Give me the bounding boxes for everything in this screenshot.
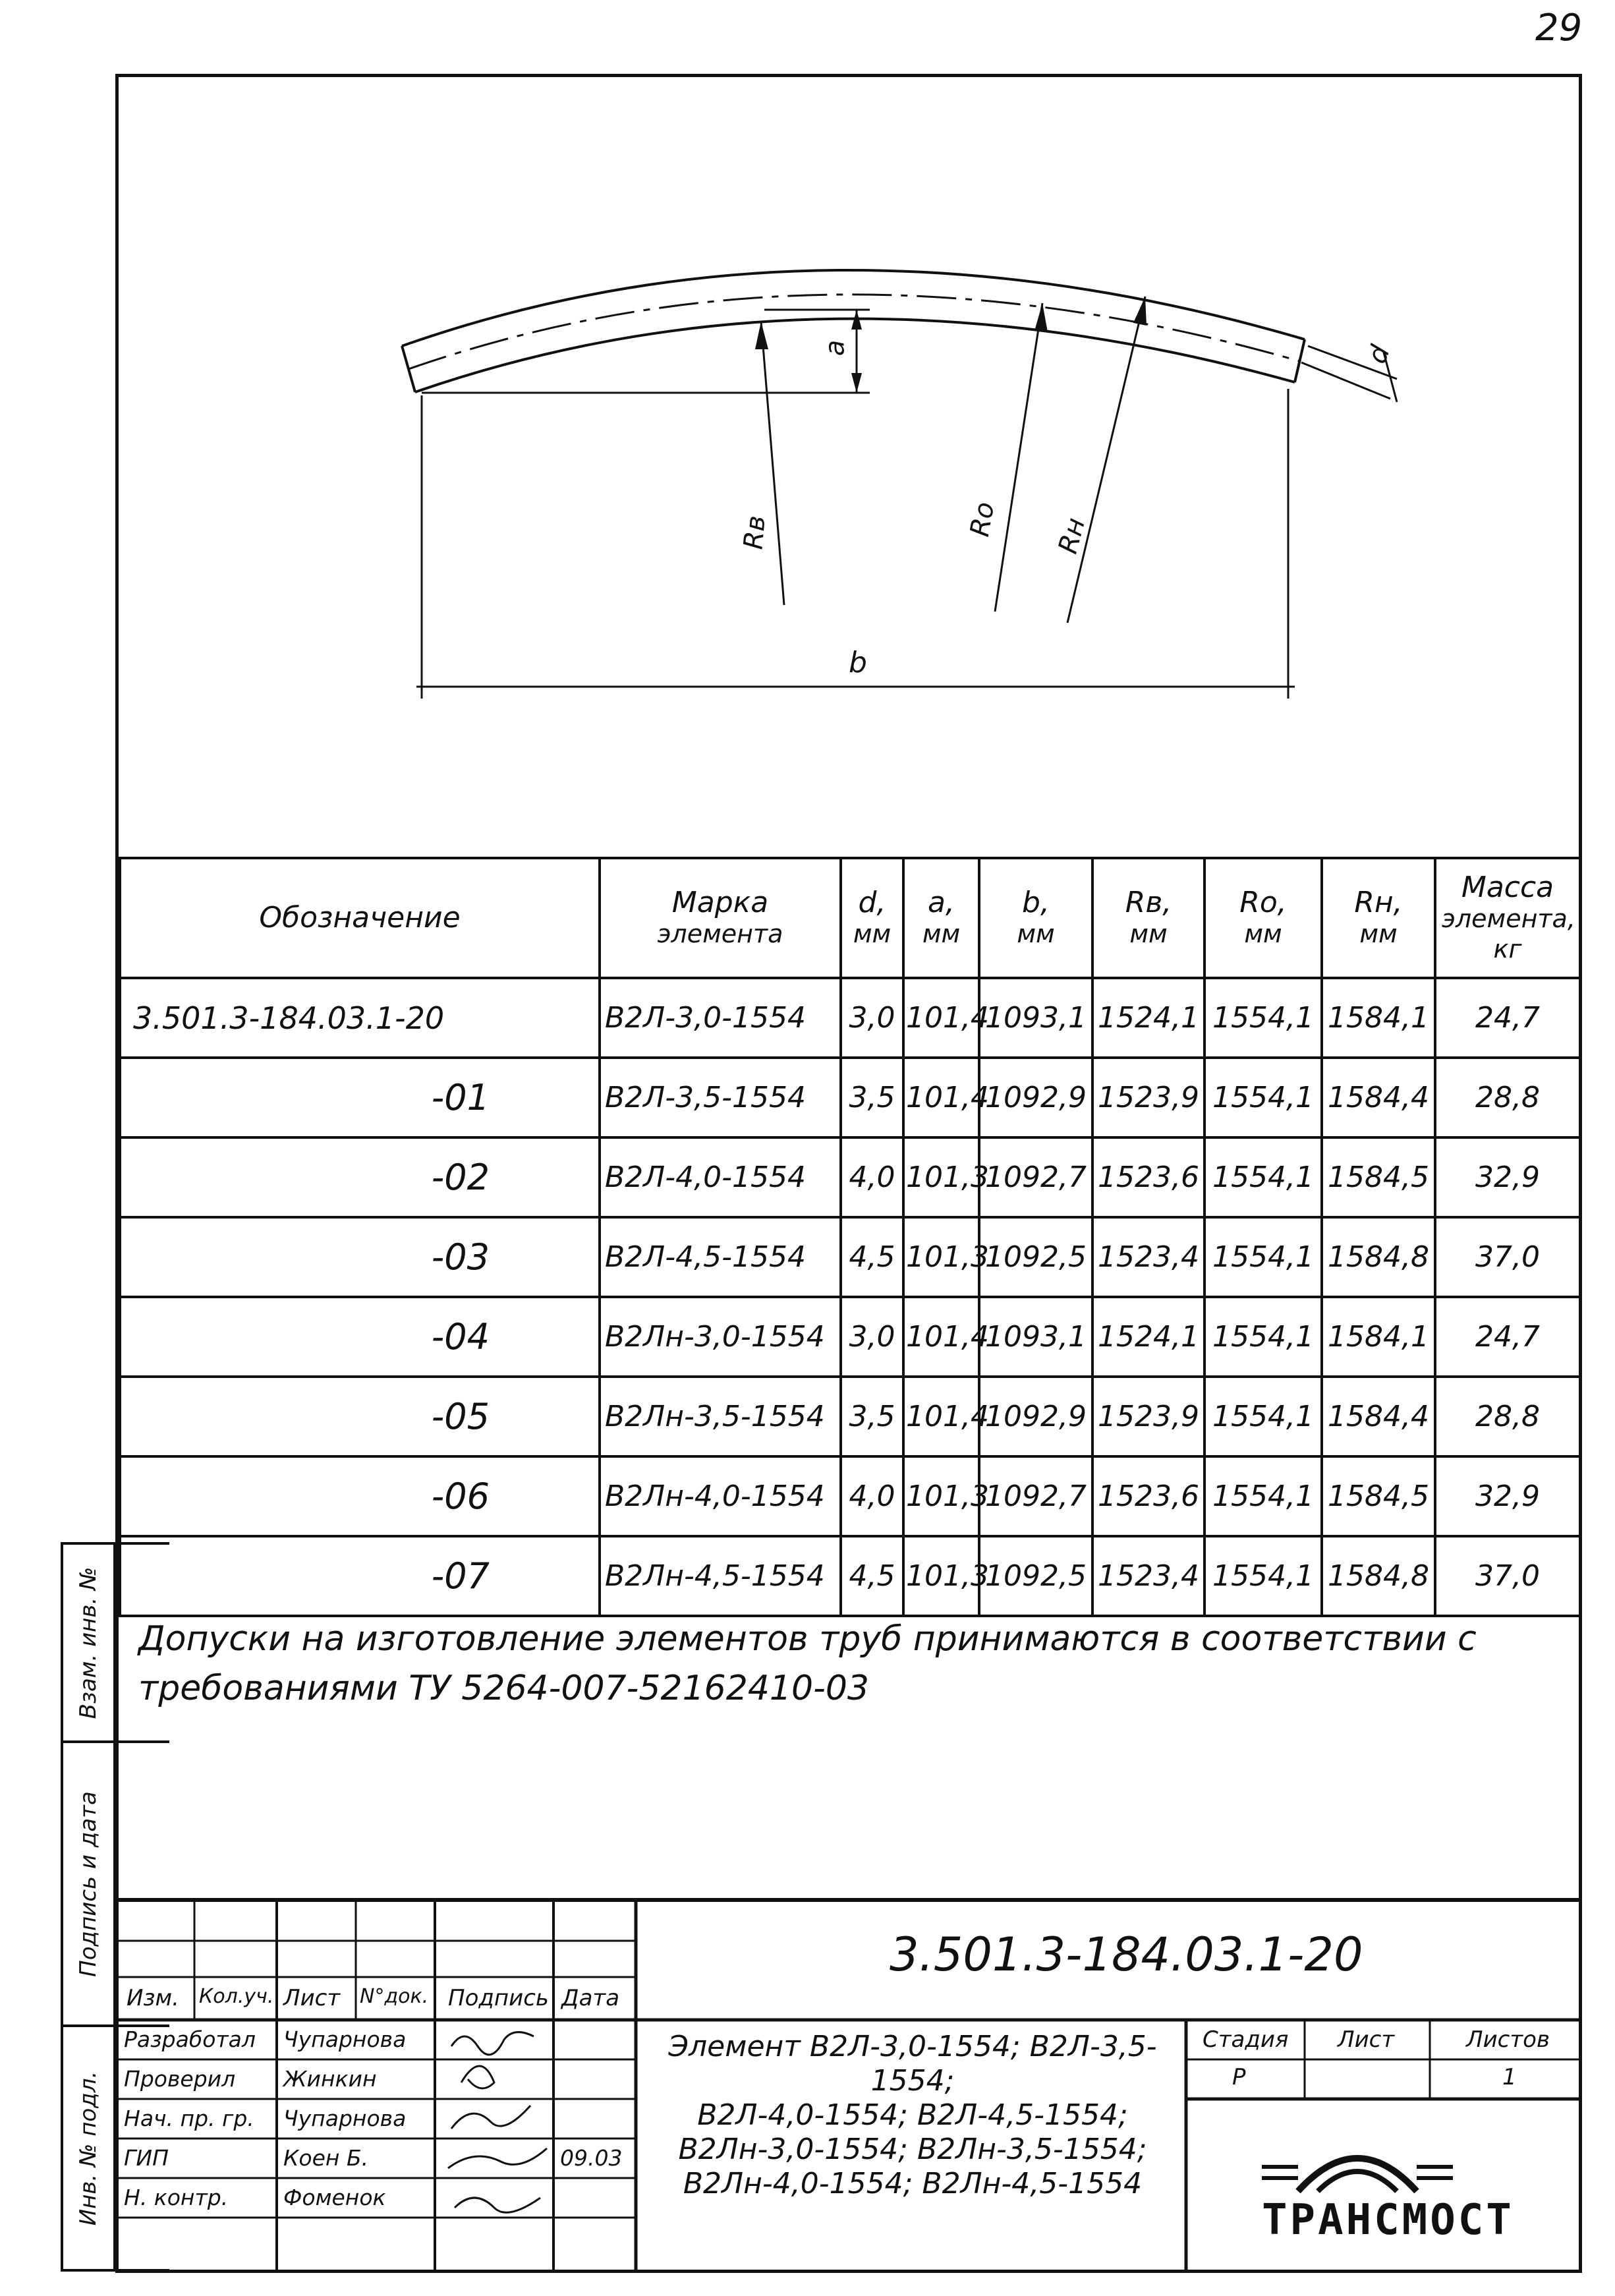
role-name: Фоменок — [283, 2185, 386, 2210]
cell-rv: 1524,1 — [1092, 1297, 1204, 1377]
cell-d: 3,0 — [841, 1297, 903, 1377]
table-row — [120, 1297, 1580, 1377]
cell-mass: 32,9 — [1435, 1137, 1580, 1217]
role-name: Чупарнова — [283, 2106, 407, 2131]
cell-mark: В2Л-4,5-1554 — [600, 1217, 841, 1297]
cell-rn: 1584,4 — [1322, 1377, 1435, 1456]
radius-center-label: Rо — [964, 500, 1001, 539]
header-mass: Масса элемента, кг — [1435, 858, 1580, 978]
note-line-1: Допуски на изготовление элементов труб принимаются в соответствии с — [138, 1619, 1477, 1659]
outer-arc — [402, 270, 1305, 346]
header-designation: Обозначение — [120, 858, 600, 978]
cell-mass: 37,0 — [1435, 1536, 1580, 1616]
cell-rv: 1523,6 — [1092, 1456, 1204, 1536]
cell-rn: 1584,8 — [1322, 1217, 1435, 1297]
table-row — [120, 978, 1580, 1058]
side-cell-inv: Инв. № подл. — [61, 2024, 113, 2272]
title-block — [119, 1898, 1579, 2270]
side-cell-vzam-value — [113, 1542, 169, 1743]
cell-mark: В2Лн-3,5-1554 — [600, 1377, 841, 1456]
cell-rn: 1584,5 — [1322, 1137, 1435, 1217]
cell-mark: В2Лн-3,0-1554 — [600, 1297, 841, 1377]
table-row — [120, 1456, 1580, 1536]
stage-label: Стадия — [1203, 2026, 1289, 2053]
cell-rv: 1524,1 — [1092, 978, 1204, 1058]
header-rn: Rн, мм — [1322, 858, 1435, 978]
doc-title — [639, 2030, 1186, 2201]
cell-ro: 1554,1 — [1204, 1137, 1322, 1217]
cell-ro: 1554,1 — [1204, 1536, 1322, 1616]
stage-value: Р — [1232, 2064, 1246, 2090]
sheets-label: Листов — [1466, 2026, 1550, 2053]
dim-b-label: b — [849, 646, 867, 679]
cell-designation: -01 — [120, 1058, 600, 1137]
cell-d: 4,0 — [841, 1456, 903, 1536]
cell-ro: 1554,1 — [1204, 1377, 1322, 1456]
radius-inner-label: Rв — [738, 514, 772, 551]
cell-mass: 24,7 — [1435, 978, 1580, 1058]
cell-a: 101,3 — [903, 1137, 979, 1217]
cell-d: 3,0 — [841, 978, 903, 1058]
title-line: В2Л-4,0-1554; В2Л-4,5-1554; — [697, 2098, 1128, 2132]
title-line: Элемент В2Л-3,0-1554; В2Л-3,5-1554; — [668, 2030, 1157, 2098]
cell-b: 1092,9 — [979, 1058, 1092, 1137]
cell-ro: 1554,1 — [1204, 1297, 1322, 1377]
header-ro: Rо, мм — [1204, 858, 1322, 978]
cell-a: 101,3 — [903, 1456, 979, 1536]
role-name: Жинкин — [283, 2066, 377, 2092]
header-d: d, мм — [841, 858, 903, 978]
cell-b: 1092,5 — [979, 1536, 1092, 1616]
role-label: Разработал — [124, 2026, 256, 2052]
cell-a: 101,4 — [903, 1377, 979, 1456]
cell-rn: 1584,1 — [1322, 1297, 1435, 1377]
cell-mark: В2Лн-4,5-1554 — [600, 1536, 841, 1616]
cell-designation: -03 — [120, 1217, 600, 1297]
cell-ro: 1554,1 — [1204, 1058, 1322, 1137]
role-name: Чупарнова — [283, 2026, 407, 2052]
cell-designation: -02 — [120, 1137, 600, 1217]
role-label: Проверил — [124, 2066, 236, 2092]
role-label: ГИП — [124, 2145, 169, 2171]
role-label: Нач. пр. гр. — [124, 2106, 254, 2131]
cell-mass: 37,0 — [1435, 1217, 1580, 1297]
cell-rv: 1523,9 — [1092, 1377, 1204, 1456]
header-mark: Марка элемента — [600, 858, 841, 978]
cell-mark: В2Лн-4,0-1554 — [600, 1456, 841, 1536]
cell-a: 101,3 — [903, 1536, 979, 1616]
cell-a: 101,4 — [903, 978, 979, 1058]
page-number: 29 — [1535, 7, 1583, 49]
cell-d: 3,5 — [841, 1058, 903, 1137]
cell-rv: 1523,6 — [1092, 1137, 1204, 1217]
cell-b: 1092,7 — [979, 1456, 1092, 1536]
dim-d-label: d — [1361, 341, 1396, 368]
cell-designation: -05 — [120, 1377, 600, 1456]
doc-code: 3.501.3-184.03.1-20 — [890, 1928, 1363, 1982]
role-label: Н. контр. — [124, 2185, 229, 2210]
elements-table — [119, 857, 1581, 1617]
role-name: Коен Б. — [283, 2145, 369, 2171]
table-header-row — [120, 858, 1580, 978]
cell-d: 4,0 — [841, 1137, 903, 1217]
cell-mass: 32,9 — [1435, 1456, 1580, 1536]
hdr-podpis: Подпись — [448, 1985, 549, 2011]
header-b: b, мм — [979, 858, 1092, 978]
cell-rn: 1584,4 — [1322, 1058, 1435, 1137]
cell-rn: 1584,8 — [1322, 1536, 1435, 1616]
cell-rv: 1523,4 — [1092, 1536, 1204, 1616]
cell-rn: 1584,1 — [1322, 978, 1435, 1058]
table-row — [120, 1536, 1580, 1616]
cell-designation: -07 — [120, 1536, 600, 1616]
cell-b: 1093,1 — [979, 978, 1092, 1058]
cell-mass: 24,7 — [1435, 1297, 1580, 1377]
side-cell-vzam: Взам. инв. № — [61, 1542, 113, 1743]
title-line: В2Лн-4,0-1554; В2Лн-4,5-1554 — [683, 2166, 1143, 2200]
cell-designation: -06 — [120, 1456, 600, 1536]
cell-a: 101,4 — [903, 1297, 979, 1377]
cell-ro: 1554,1 — [1204, 1456, 1322, 1536]
note-line-2: требованиями ТУ 5264-007-52162410-03 — [138, 1669, 870, 1709]
cell-b: 1092,7 — [979, 1137, 1092, 1217]
hdr-data: Дата — [561, 1985, 620, 2011]
cell-d: 4,5 — [841, 1217, 903, 1297]
element-drawing — [0, 0, 1615, 857]
cell-a: 101,4 — [903, 1058, 979, 1137]
cell-d: 4,5 — [841, 1536, 903, 1616]
cell-d: 3,5 — [841, 1377, 903, 1456]
cell-rn: 1584,5 — [1322, 1456, 1435, 1536]
cell-b: 1092,9 — [979, 1377, 1092, 1456]
hdr-ndok: N°док. — [360, 1985, 429, 2008]
cell-mass: 28,8 — [1435, 1058, 1580, 1137]
cell-a: 101,3 — [903, 1217, 979, 1297]
side-cell-podpis: Подпись и дата — [61, 1740, 113, 2027]
cell-ro: 1554,1 — [1204, 978, 1322, 1058]
title-line: В2Лн-3,0-1554; В2Лн-3,5-1554; — [678, 2132, 1147, 2166]
radius-outer-label: Rн — [1052, 514, 1092, 558]
cell-ro: 1554,1 — [1204, 1217, 1322, 1297]
cell-b: 1093,1 — [979, 1297, 1092, 1377]
cell-rv: 1523,4 — [1092, 1217, 1204, 1297]
cell-mark: В2Л-3,5-1554 — [600, 1058, 841, 1137]
sheet-label: Лист — [1338, 2026, 1395, 2053]
tolerance-note — [138, 1615, 1555, 1714]
sheets-value: 1 — [1502, 2064, 1517, 2090]
cell-designation: -04 — [120, 1297, 600, 1377]
header-a: a, мм — [903, 858, 979, 978]
side-stamp — [61, 1542, 113, 2272]
hdr-list: Лист — [283, 1985, 341, 2011]
company-logo: ТРАНСМОСТ — [1262, 2196, 1514, 2245]
table-row — [120, 1137, 1580, 1217]
hdr-izm: Изм. — [127, 1985, 179, 2011]
role-date: 09.03 — [560, 2145, 623, 2171]
table-row — [120, 1217, 1580, 1297]
cell-rv: 1523,9 — [1092, 1058, 1204, 1137]
header-rv: Rв, мм — [1092, 858, 1204, 978]
cell-mark: В2Л-4,0-1554 — [600, 1137, 841, 1217]
table-row — [120, 1377, 1580, 1456]
cell-mass: 28,8 — [1435, 1377, 1580, 1456]
cell-b: 1092,5 — [979, 1217, 1092, 1297]
dim-a-label: a — [820, 339, 851, 357]
table-row — [120, 1058, 1580, 1137]
cell-designation: 3.501.3-184.03.1-20 — [120, 978, 600, 1058]
hdr-koluch: Кол.уч. — [199, 1985, 274, 2008]
cell-mark: В2Л-3,0-1554 — [600, 978, 841, 1058]
